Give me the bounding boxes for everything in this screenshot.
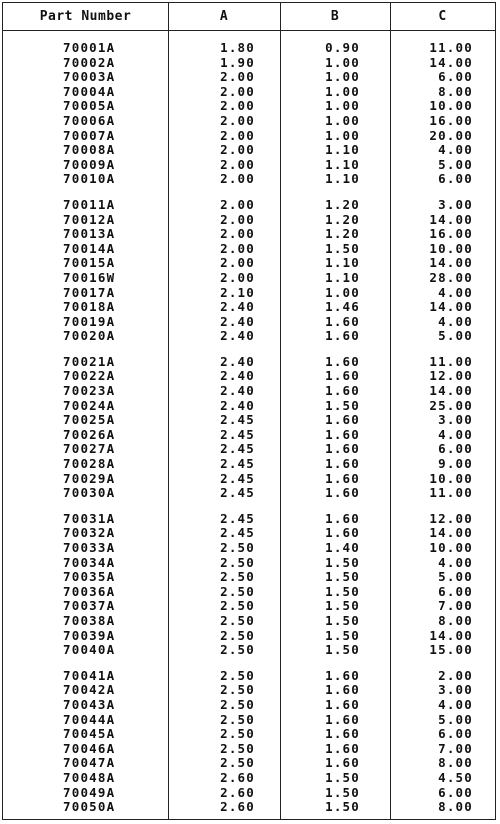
b-cell: 0.90: [325, 40, 360, 55]
table-row: [3, 472, 495, 487]
b-cell: 1.60: [325, 755, 360, 771]
table-row: [3, 384, 495, 399]
part-number-cell: 70006A: [63, 112, 116, 128]
a-cell: 1.80: [220, 40, 255, 55]
b-cell: 1.60: [325, 328, 360, 344]
c-cell: 11.00: [429, 485, 473, 501]
a-cell: 2.00: [220, 83, 255, 99]
c-cell: 14.00: [429, 525, 473, 541]
b-cell: 1.50: [325, 627, 360, 643]
table-row: [3, 771, 495, 786]
c-cell: 10.00: [429, 98, 473, 114]
b-cell: 1.00: [325, 98, 360, 114]
a-cell: 2.50: [220, 667, 255, 683]
c-cell: 14.00: [429, 255, 473, 271]
a-cell: 2.45: [220, 510, 255, 526]
part-number-cell: 70039A: [63, 627, 116, 643]
c-cell: 3.00: [438, 412, 473, 428]
table-row: [3, 742, 495, 757]
c-cell: 16.00: [429, 226, 473, 242]
row-group: [3, 41, 495, 187]
table-row: [3, 614, 495, 629]
c-cell: 14.00: [429, 211, 473, 227]
b-cell: 1.00: [325, 284, 360, 300]
table-row: [3, 227, 495, 242]
c-cell: 5.00: [438, 711, 473, 727]
a-cell: 2.00: [220, 269, 255, 285]
table-body: [3, 31, 495, 815]
a-cell: 2.50: [220, 583, 255, 599]
b-cell: 1.60: [325, 470, 360, 486]
c-cell: 8.00: [438, 612, 473, 628]
part-number-cell: 70043A: [63, 696, 116, 712]
c-cell: 6.00: [438, 784, 473, 800]
table-row: [3, 570, 495, 585]
b-cell: 1.50: [325, 240, 360, 256]
a-cell: 2.45: [220, 525, 255, 541]
header-c: C: [438, 9, 447, 24]
c-cell: 20.00: [429, 127, 473, 143]
table-row: [3, 300, 495, 315]
b-cell: 1.60: [325, 525, 360, 541]
part-number-cell: 70010A: [63, 171, 116, 187]
a-cell: 2.50: [220, 740, 255, 756]
part-number-cell: 70015A: [63, 255, 116, 271]
part-number-cell: 70047A: [63, 755, 116, 771]
a-cell: 2.40: [220, 397, 255, 413]
part-number-cell: 70016W: [63, 269, 116, 285]
b-cell: 1.10: [325, 171, 360, 187]
a-cell: 2.50: [220, 711, 255, 727]
b-cell: 1.46: [325, 299, 360, 315]
c-cell: 15.00: [429, 642, 473, 658]
b-cell: 1.50: [325, 612, 360, 628]
c-cell: 4.00: [438, 142, 473, 158]
part-number-cell: 70025A: [63, 412, 116, 428]
c-cell: 12.00: [429, 510, 473, 526]
b-cell: 1.60: [325, 667, 360, 683]
b-cell: 1.60: [325, 456, 360, 472]
part-number-cell: 70048A: [63, 769, 116, 785]
b-cell: 1.00: [325, 69, 360, 85]
part-number-cell: 70044A: [63, 711, 116, 727]
a-cell: 2.50: [220, 612, 255, 628]
b-cell: 1.20: [325, 226, 360, 242]
c-cell: 4.00: [438, 284, 473, 300]
b-cell: 1.00: [325, 54, 360, 70]
b-cell: 1.60: [325, 696, 360, 712]
a-cell: 2.45: [220, 470, 255, 486]
a-cell: 2.50: [220, 642, 255, 658]
a-cell: 2.50: [220, 755, 255, 771]
table-row: [3, 369, 495, 384]
a-cell: 2.00: [220, 112, 255, 128]
table-row: [3, 114, 495, 129]
c-cell: 7.00: [438, 598, 473, 614]
a-cell: 2.40: [220, 299, 255, 315]
b-cell: 1.60: [325, 485, 360, 501]
a-cell: 2.00: [220, 69, 255, 85]
a-cell: 2.50: [220, 726, 255, 742]
b-cell: 1.50: [325, 583, 360, 599]
c-cell: 25.00: [429, 397, 473, 413]
part-number-cell: 70030A: [63, 485, 116, 501]
c-cell: 10.00: [429, 470, 473, 486]
a-cell: 2.00: [220, 98, 255, 114]
part-number-cell: 70001A: [63, 40, 116, 55]
a-cell: 2.40: [220, 313, 255, 329]
b-cell: 1.60: [325, 426, 360, 442]
header-a: A: [219, 9, 229, 24]
a-cell: 2.50: [220, 696, 255, 712]
a-cell: 2.50: [220, 627, 255, 643]
table-row: [3, 158, 495, 173]
c-cell: 4.00: [438, 554, 473, 570]
table-row: [3, 286, 495, 301]
c-cell: 11.00: [429, 40, 473, 55]
a-cell: 2.50: [220, 540, 255, 555]
b-cell: 1.60: [325, 412, 360, 428]
a-cell: 2.00: [220, 226, 255, 242]
part-number-cell: 70041A: [63, 667, 116, 683]
table-row: [3, 198, 495, 213]
a-cell: 2.00: [220, 171, 255, 187]
part-number-cell: 70013A: [63, 226, 116, 242]
table-row: [3, 541, 495, 556]
table-header: [3, 3, 495, 31]
b-cell: 1.60: [325, 510, 360, 526]
a-cell: 2.10: [220, 284, 255, 300]
b-cell: 1.40: [325, 540, 360, 555]
c-cell: 4.00: [438, 696, 473, 712]
table-row: [3, 70, 495, 85]
b-cell: 1.50: [325, 569, 360, 585]
c-cell: 3.00: [438, 196, 473, 212]
b-cell: 1.00: [325, 127, 360, 143]
a-cell: 2.50: [220, 554, 255, 570]
a-cell: 2.00: [220, 196, 255, 212]
table-row: [3, 143, 495, 158]
part-number-cell: 70038A: [63, 612, 116, 628]
a-cell: 1.90: [220, 54, 255, 70]
b-cell: 1.60: [325, 383, 360, 399]
a-cell: 2.40: [220, 353, 255, 369]
a-cell: 2.60: [220, 784, 255, 800]
b-cell: 1.50: [325, 642, 360, 658]
part-number-cell: 70020A: [63, 328, 116, 344]
table-row: [3, 599, 495, 614]
table-row: [3, 399, 495, 414]
c-cell: 14.00: [429, 299, 473, 315]
part-number-cell: 70011A: [63, 196, 116, 212]
table-row: [3, 800, 495, 815]
part-number-cell: 70009A: [63, 156, 116, 172]
b-cell: 1.50: [325, 554, 360, 570]
b-cell: 1.00: [325, 83, 360, 99]
table-row: [3, 271, 495, 286]
part-number-cell: 70012A: [63, 211, 116, 227]
b-cell: 1.60: [325, 368, 360, 384]
table-row: [3, 698, 495, 713]
table-row: [3, 129, 495, 144]
c-cell: 6.00: [438, 726, 473, 742]
part-number-cell: 70021A: [63, 353, 116, 369]
a-cell: 2.40: [220, 383, 255, 399]
a-cell: 2.45: [220, 456, 255, 472]
c-cell: 4.00: [438, 313, 473, 329]
table-row: [3, 486, 495, 501]
table-row: [3, 526, 495, 541]
a-cell: 2.00: [220, 142, 255, 158]
part-number-cell: 70029A: [63, 470, 116, 486]
table-row: [3, 413, 495, 428]
part-number-cell: 70034A: [63, 554, 116, 570]
c-cell: 4.00: [438, 426, 473, 442]
table-row: [3, 643, 495, 658]
c-cell: 5.00: [438, 156, 473, 172]
b-cell: 1.50: [325, 598, 360, 614]
table-row: [3, 256, 495, 271]
c-cell: 5.00: [438, 328, 473, 344]
c-cell: 10.00: [429, 540, 473, 555]
table-row: [3, 85, 495, 100]
part-number-cell: 70046A: [63, 740, 116, 756]
c-cell: 6.00: [438, 441, 473, 457]
c-cell: 12.00: [429, 368, 473, 384]
c-cell: 6.00: [438, 583, 473, 599]
part-number-cell: 70019A: [63, 313, 116, 329]
c-cell: 14.00: [429, 383, 473, 399]
header-b: B: [330, 9, 340, 24]
b-cell: 1.60: [325, 441, 360, 457]
table-row: [3, 355, 495, 370]
b-cell: 1.50: [325, 799, 360, 815]
c-cell: 16.00: [429, 112, 473, 128]
b-cell: 1.60: [325, 740, 360, 756]
part-number-cell: 70032A: [63, 525, 116, 541]
part-number-cell: 70004A: [63, 83, 116, 99]
part-number-cell: 70033A: [63, 540, 116, 555]
a-cell: 2.40: [220, 328, 255, 344]
table-row: [3, 428, 495, 443]
table-row: [3, 683, 495, 698]
a-cell: 2.40: [220, 368, 255, 384]
table-row: [3, 213, 495, 228]
b-cell: 1.60: [325, 726, 360, 742]
c-cell: 9.00: [438, 456, 473, 472]
part-number-cell: 70023A: [63, 383, 116, 399]
a-cell: 2.00: [220, 255, 255, 271]
part-number-cell: 70040A: [63, 642, 116, 658]
c-cell: 5.00: [438, 569, 473, 585]
part-number-cell: 70050A: [63, 799, 116, 815]
table-row: [3, 242, 495, 257]
part-number-cell: 70002A: [63, 54, 116, 70]
part-number-cell: 70036A: [63, 583, 116, 599]
table-row: [3, 329, 495, 344]
c-cell: 2.00: [438, 667, 473, 683]
table-row: [3, 786, 495, 801]
c-cell: 10.00: [429, 240, 473, 256]
part-number-cell: 70027A: [63, 441, 116, 457]
b-cell: 1.50: [325, 397, 360, 413]
b-cell: 1.10: [325, 269, 360, 285]
table-row: [3, 713, 495, 728]
b-cell: 1.60: [325, 353, 360, 369]
b-cell: 1.50: [325, 769, 360, 785]
c-cell: 6.00: [438, 69, 473, 85]
part-number-cell: 70045A: [63, 726, 116, 742]
b-cell: 1.60: [325, 313, 360, 329]
a-cell: 2.45: [220, 426, 255, 442]
part-number-cell: 70028A: [63, 456, 116, 472]
a-cell: 2.60: [220, 769, 255, 785]
a-cell: 2.00: [220, 156, 255, 172]
b-cell: 1.10: [325, 142, 360, 158]
c-cell: 8.00: [438, 755, 473, 771]
a-cell: 2.50: [220, 682, 255, 698]
part-number-cell: 70008A: [63, 142, 116, 158]
table-row: [3, 56, 495, 71]
part-number-cell: 70007A: [63, 127, 116, 143]
b-cell: 1.50: [325, 784, 360, 800]
c-cell: 8.00: [438, 799, 473, 815]
part-number-cell: 70024A: [63, 397, 116, 413]
b-cell: 1.60: [325, 711, 360, 727]
part-number-cell: 70022A: [63, 368, 116, 384]
b-cell: 1.00: [325, 112, 360, 128]
c-cell: 8.00: [438, 83, 473, 99]
part-number-cell: 70049A: [63, 784, 116, 800]
part-number-cell: 70031A: [63, 510, 116, 526]
row-group: [3, 355, 495, 501]
b-cell: 1.20: [325, 211, 360, 227]
c-cell: 7.00: [438, 740, 473, 756]
a-cell: 2.45: [220, 485, 255, 501]
part-number-cell: 70026A: [63, 426, 116, 442]
c-cell: 3.00: [438, 682, 473, 698]
part-number-cell: 70005A: [63, 98, 116, 114]
table-row: [3, 512, 495, 527]
part-number-cell: 70035A: [63, 569, 116, 585]
table-row: [3, 99, 495, 114]
b-cell: 1.10: [325, 255, 360, 271]
a-cell: 2.00: [220, 211, 255, 227]
a-cell: 2.00: [220, 240, 255, 256]
a-cell: 2.60: [220, 799, 255, 815]
part-number-table: [2, 2, 496, 820]
row-group: [3, 512, 495, 658]
table-row: [3, 41, 495, 56]
c-cell: 4.50: [438, 769, 473, 785]
b-cell: 1.60: [325, 682, 360, 698]
a-cell: 2.50: [220, 569, 255, 585]
c-cell: 6.00: [438, 171, 473, 187]
table-row: [3, 556, 495, 571]
part-number-cell: 70017A: [63, 284, 116, 300]
table-row: [3, 585, 495, 600]
table-row: [3, 629, 495, 644]
table-row: [3, 727, 495, 742]
table-row: [3, 442, 495, 457]
c-cell: 14.00: [429, 54, 473, 70]
a-cell: 2.45: [220, 441, 255, 457]
c-cell: 14.00: [429, 627, 473, 643]
b-cell: 1.20: [325, 196, 360, 212]
header-part-number: Part Number: [39, 9, 132, 24]
row-group: [3, 198, 495, 344]
part-number-cell: 70003A: [63, 69, 116, 85]
c-cell: 11.00: [429, 353, 473, 369]
row-group: [3, 669, 495, 815]
table-row: [3, 669, 495, 684]
b-cell: 1.10: [325, 156, 360, 172]
table-row: [3, 457, 495, 472]
part-number-cell: 70018A: [63, 299, 116, 315]
part-number-cell: 70037A: [63, 598, 116, 614]
table-row: [3, 172, 495, 187]
a-cell: 2.00: [220, 127, 255, 143]
a-cell: 2.45: [220, 412, 255, 428]
table-row: [3, 756, 495, 771]
a-cell: 2.50: [220, 598, 255, 614]
part-number-cell: 70014A: [63, 240, 116, 256]
part-number-cell: 70042A: [63, 682, 116, 698]
table-row: [3, 315, 495, 330]
c-cell: 28.00: [429, 269, 473, 285]
